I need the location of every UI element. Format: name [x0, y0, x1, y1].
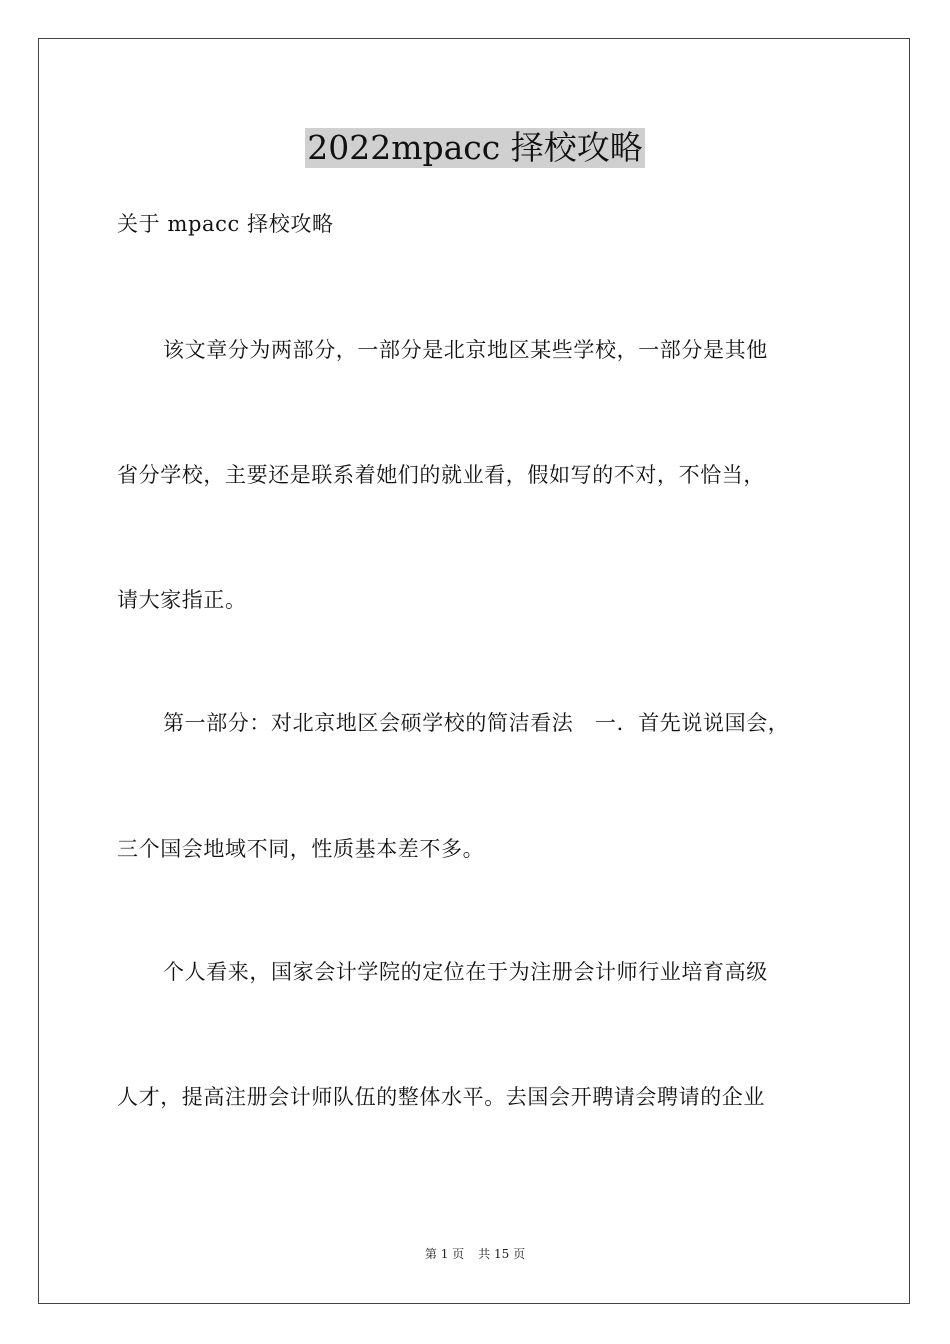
- paragraph-line: 第一部分：对北京地区会硕学校的简洁看法 一．首先说说国会，: [163, 711, 790, 735]
- paragraph-line: 人才，提高注册会计师队伍的整体水平。去国会开聘请会聘请的企业: [117, 1085, 765, 1109]
- page-number: 第 1 页: [424, 1247, 465, 1261]
- paragraph-line: 三个国会地域不同，性质基本差不多。: [117, 837, 485, 861]
- page-total: 共 15 页: [478, 1247, 526, 1261]
- document-title: 2022mpacc 择校攻略: [307, 128, 643, 167]
- paragraph-line: 个人看来，国家会计学院的定位在于为注册会计师行业培育高级: [163, 960, 768, 984]
- document-subtitle: 关于 mpacc 择校攻略: [117, 212, 334, 236]
- title-container: [0, 128, 950, 168]
- paragraph-line: 省分学校，主要还是联系着她们的就业看，假如写的不对，不恰当，: [117, 463, 765, 487]
- paragraph-line: 该文章分为两部分，一部分是北京地区某些学校，一部分是其他: [163, 338, 768, 362]
- page-footer: [0, 1246, 950, 1262]
- paragraph-line: 请大家指正。: [117, 588, 247, 612]
